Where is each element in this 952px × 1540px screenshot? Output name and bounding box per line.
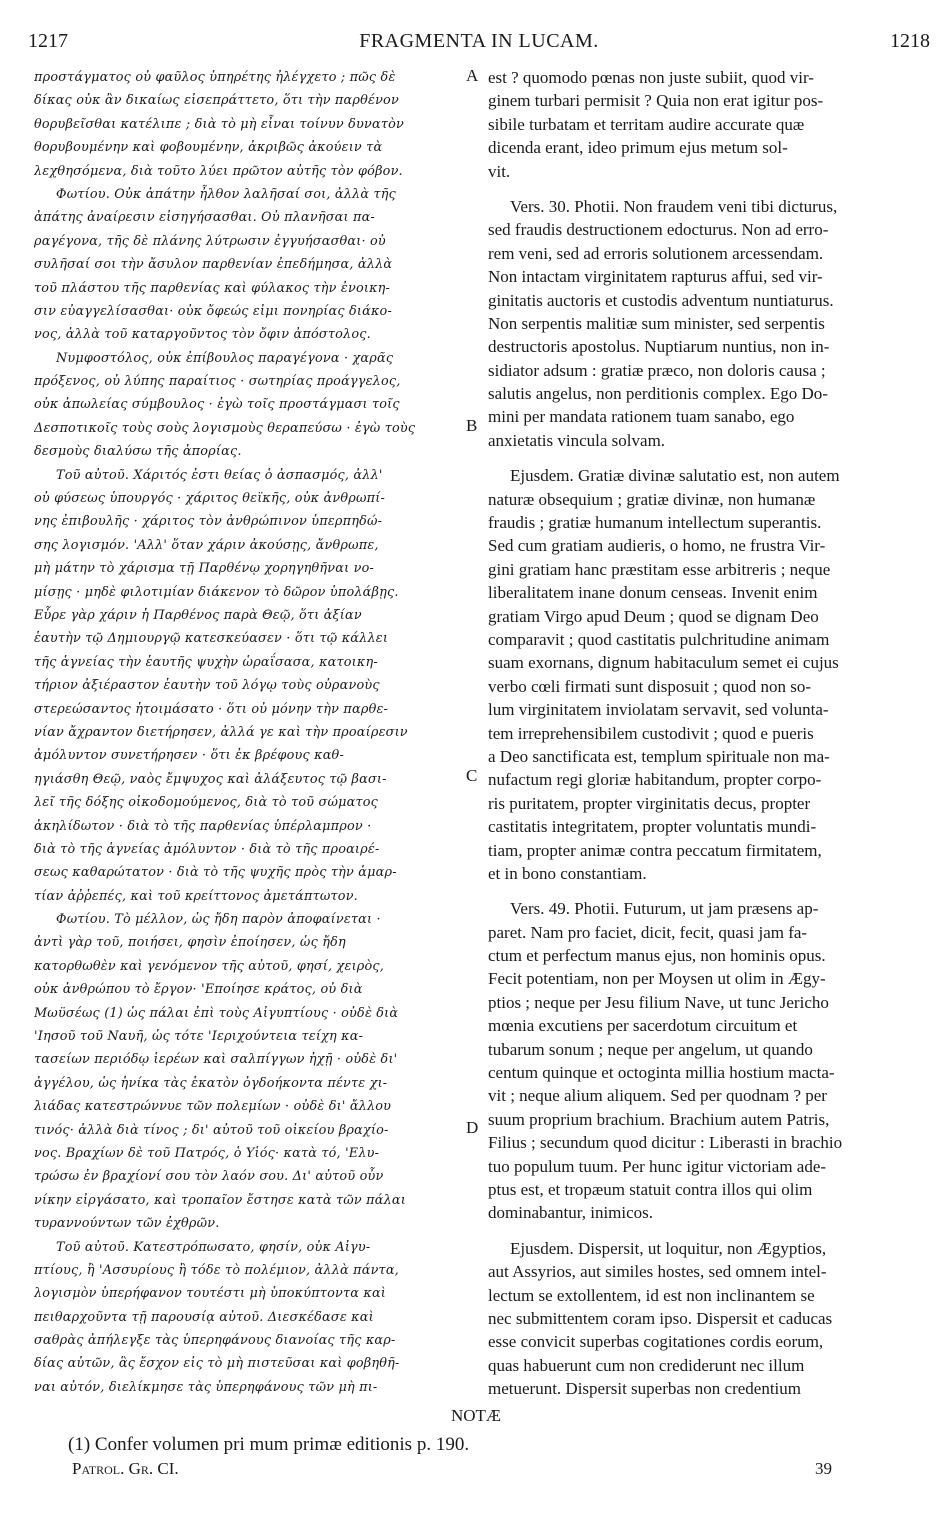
page-number-left: 1217 — [28, 30, 68, 52]
latin-line: naturæ obsequium ; gratiæ divinæ, non humanæ — [488, 489, 816, 509]
latin-line: destructoris apostolus. Nuptiarum nuntius, non in- — [488, 337, 830, 357]
page-number-right: 1218 — [890, 30, 930, 52]
greek-line: νος. Βραχίων δὲ τοῦ Πατρός, ὁ Υἱός· κατὰ τό, 'Ελυ- — [34, 1145, 380, 1161]
latin-line: tem irreprehensibilem custodivit ; quod e pueris — [488, 723, 814, 743]
greek-line: διὰ τὸ τῆς ἁγνείας ἀμόλυντον · διὰ τὸ τῆς προαιρέ- — [34, 841, 380, 857]
greek-line: σιν εὐαγγελίσασθαι· οὐκ ὄφεώς εἰμι πονηρίας διάκο- — [34, 303, 392, 319]
greek-line: δεσμοὺς διαλύσω τῆς ἀπορίας. — [34, 444, 242, 460]
greek-line: τυραννούντων τῶν ἐχθρῶν. — [34, 1216, 220, 1232]
latin-line: sidiator adsum : gratiæ præco, non doloris causa ; — [488, 360, 826, 380]
greek-line: νης ἐπιβουλῆς · χάριτος τὸν ἀνθρώπινον ὑπερπηδώ- — [34, 514, 383, 530]
greek-line: νίκην εἰργάσατο, καὶ τροπαῖον ἔστησε κατὰ τῶν πάλαι — [34, 1192, 406, 1208]
latin-line: vit ; neque alium aliquem. Sed per quodnam ? per — [488, 1086, 827, 1106]
sheet-number: 39 — [815, 1459, 832, 1478]
greek-column — [34, 66, 462, 1399]
latin-line: ptios ; neque per Jesu filium Nave, ut tunc Jericho — [488, 992, 829, 1012]
greek-line: ἀντὶ γὰρ τοῦ, ποιήσει, φησὶν ἐποίησεν, ὡς ἤδη — [34, 935, 346, 951]
margin-marker-a: A — [466, 66, 479, 85]
notes-heading: NOTÆ — [450, 1406, 502, 1425]
latin-line: tuo populum tuum. Per hunc igitur victoriam ade- — [488, 1156, 827, 1176]
latin-line: comparavit ; quod castitatis pulchritudine animam — [488, 629, 830, 649]
greek-line: κατορθωθὲν καὶ γενόμενον τῆς αὐτοῦ, φησί, χειρὸς, — [34, 958, 385, 974]
latin-line: fraudis ; gratiæ humanum intellectum superantis. — [488, 513, 822, 533]
greek-line: δίας αὐτῶν, ἃς ἔσχον εἰς τὸ μὴ πιστεῦσαι καὶ φοβηθῆ- — [34, 1356, 400, 1372]
greek-line: ναι αὐτόν, διελίκμησε τὰς ὑπερηφάνους τῶν μὴ πι- — [34, 1379, 378, 1395]
latin-line: quas habuerunt cum non crediderunt nec illum — [488, 1355, 805, 1375]
greek-line: ἀκηλίδωτον · διὰ τὸ τῆς παρθενίας ὑπέρλαμπρον · — [34, 818, 372, 834]
latin-line: sibile turbatam et territam audire accurate quæ — [488, 114, 805, 134]
latin-line: lum virginitatem inviolatam servavit, sed volunta- — [488, 700, 829, 720]
greek-line: σεως καθαρώτατον · διὰ τὸ τῆς ψυχῆς πρὸς τὴν ἁμαρ- — [34, 865, 397, 881]
greek-line: ἀπάτης ἀναίρεσιν εἰσηγήσασθαι. Οὐ πλανῆσαι πα- — [34, 210, 375, 226]
greek-line: τίαν ἀῤῥεπές, καὶ τοῦ κρείττονος ἀμετάπτωτον. — [34, 888, 358, 904]
latin-line: anxietatis vincula solvam. — [488, 430, 666, 450]
greek-line: προστάγματος οὐ φαῦλος ὑπηρέτης ἠλέγχετο ; πῶς δὲ — [34, 70, 396, 85]
latin-line: gratiam Virgo apud Deum ; quod se dignam Deo — [488, 606, 819, 626]
greek-line: στερεώσαντος ἡτοιμάσατο · ὅτι οὐ μόνην τὴν παρθε- — [34, 701, 389, 717]
greek-line: λογισμὸν ὑπερήφανον τουτέστι μὴ ὑποκύπτοντα καὶ — [34, 1286, 387, 1302]
latin-line: nec submittentem coram ipso. Dispersit et caducas — [488, 1308, 833, 1328]
greek-line: θορυβεῖσθαι κατέλιπε ; διὰ τὸ μὴ εἶναι τοίνυν δυνατὸν — [34, 116, 404, 132]
latin-line: a Deo sanctificata est, templum spirituale non ma- — [488, 746, 830, 766]
greek-line: οὐκ ἀπωλείας σύμβουλος · ἐγὼ τοῖς προστάγμασι τοῖς — [34, 397, 400, 413]
latin-line: ris puritatem, propter virginitatis decus, propter — [488, 793, 811, 813]
latin-line: Ejusdem. Dispersit, ut loquitur, non Ægyptios, — [510, 1238, 827, 1258]
latin-line: Fecit potentiam, non per Moysen ut olim in Ægy- — [488, 969, 826, 989]
latin-line: dominabantur, inimicos. — [488, 1203, 654, 1223]
greek-line: συλῆσαί σοι τὴν ἄσυλον παρθενίαν ἐπεδήμησα, ἀλλὰ — [34, 257, 393, 273]
latin-line: gini gratiam hanc præstitam esse arbitreris ; neque — [488, 559, 831, 579]
latin-line: dicenda erant, ideo primum ejus metum sol- — [488, 138, 788, 158]
greek-line: θορυβουμένην καὶ φοβουμένην, ἀκριβῶς ἀκούειν τὰ — [34, 140, 383, 156]
latin-line: esse convicit superbas cogitationes cordis eorum, — [488, 1332, 824, 1352]
latin-line: lectum se extollentem, id est non inclinantem se — [488, 1285, 815, 1305]
latin-line: ginitatis auctoris et custodis adventum nuntiaturus. — [488, 290, 834, 310]
latin-line: liberalitatem inane donum censeas. Invenit enim — [488, 583, 818, 603]
latin-line: Vers. 30. Photii. Non fraudem veni tibi dicturus, — [510, 196, 838, 216]
latin-line: ctum et perfectum manus ejus, non hominis opus. — [488, 946, 826, 966]
margin-marker-c: C — [466, 766, 478, 785]
latin-line: metuerunt. Dispersit superbas non credentium — [488, 1379, 802, 1399]
greek-line: νος, ἀλλὰ τοῦ καταργοῦντος τὸν ὄφιν ἀπόστολος. — [34, 327, 371, 343]
greek-line: Φωτίου. Τὸ μέλλον, ὡς ἤδη παρὸν ἀποφαίνεται · — [56, 912, 381, 928]
latin-line: est ? quomodo pœnas non juste subiit, quod vir- — [488, 68, 814, 87]
footnote: (1) Confer volumen pri mum primæ editionis p. 190. — [68, 1434, 470, 1455]
running-title: FRAGMENTA IN LUCAM. — [359, 30, 599, 52]
latin-column — [488, 66, 920, 1400]
greek-line: τοῦ πλάστου τῆς παρθενίας καὶ φύλακος τὴν ἐνοικη- — [34, 280, 391, 296]
margin-marker-b: B — [466, 416, 478, 435]
greek-line: τασείων περιόδῳ ἱερέων καὶ σαλπίγγων ἠχῇ · οὐδὲ δι' — [34, 1052, 398, 1068]
latin-line: tubarum sonum ; neque per angelum, ut quando — [488, 1039, 813, 1059]
latin-line: sed fraudis destructionem edocturus. Non ad erro- — [488, 220, 829, 240]
greek-line: Τοῦ αὐτοῦ. Κατεστρόπωσατο, φησίν, οὐκ Αἰγυ- — [56, 1239, 371, 1255]
latin-line: et in bono constantiam. — [488, 863, 647, 883]
latin-line: tiam, propter animæ contra peccatum firmitatem, — [488, 840, 822, 860]
greek-line: ἑαυτὴν τῷ Δημιουργῷ κατεσκεύασεν · ὅτι τῷ κάλλει — [34, 631, 389, 647]
greek-line: λεχθησόμενα, διὰ τοῦτο λύει πρῶτον αὐτῆς τὸν φόβον. — [34, 163, 403, 179]
greek-line: Δεσποτικοῖς τοὺς σοὺς λογισμοὺς θεραπεύσω · ἐγὼ τοὺς — [34, 420, 416, 436]
latin-line: nufactum regi gloriæ habitandum, propter corpo- — [488, 770, 822, 790]
greek-line: 'Ιησοῦ τοῦ Ναυῆ, ὡς τότε 'Ιεριχούντεια τείχη κα- — [34, 1029, 364, 1045]
latin-line: Vers. 49. Photii. Futurum, ut jam præsens ap- — [510, 899, 819, 919]
latin-line: Non intactam virginitatem rapturus affui, sed vir- — [488, 267, 823, 287]
greek-line: Τοῦ αὐτοῦ. Χάριτός ἐστι θείας ὁ ἀσπασμός, ἀλλ' — [56, 467, 383, 483]
latin-line: aut Assyrios, aut similes hostes, sed omnem intel- — [488, 1262, 827, 1282]
greek-line: Μωϋσέως (1) ὡς πάλαι ἐπὶ τοὺς Αἰγυπτίους · οὐδὲ διὰ — [34, 1005, 399, 1021]
latin-line: Non serpentis malitiæ sum minister, sed serpentis — [488, 313, 825, 333]
latin-line: suam exornans, dignum habitaculum semet ei cujus — [488, 653, 839, 673]
latin-line: centum quinque et octoginta millia hostium macta- — [488, 1063, 835, 1083]
greek-line: οὐκ ἀνθρώπου τὸ ἔργον· 'Εποίησε κράτος, οὐ διὰ — [34, 982, 363, 998]
greek-line: πτίους, ἢ 'Ασσυρίους ἢ τόδε τὸ πολέμιον, ἀλλὰ πάντα, — [34, 1262, 399, 1278]
greek-line: νίαν ἄχραντον διετήρησεν, ἀλλά γε καὶ τὴν προαίρεσιν — [34, 724, 408, 740]
greek-line: Νυμφοστόλος, οὐκ ἐπίβουλος παραγέγονα · χαρᾶς — [56, 350, 394, 366]
latin-line: Ejusdem. Gratiæ divinæ salutatio est, non autem — [510, 466, 840, 486]
greek-line: ραγέγονα, τῆς δὲ πλάνης λύτρωσιν ἐγγυήσασθαι· οὐ — [34, 233, 386, 249]
latin-line: suum proprium brachium. Brachium autem Patris, — [488, 1109, 830, 1129]
greek-line: μίσῃς · μηδὲ φιλοτιμίαν διάκενον τὸ δῶρον ὑπολάβῃς. — [34, 584, 399, 600]
latin-line: paret. Nam pro faciet, dicit, fecit, quasi jam fa- — [488, 922, 808, 942]
greek-line: Φωτίου. Οὐκ ἀπάτην ἦλθον λαλῆσαί σοι, ἀλλὰ τῆς — [56, 186, 396, 202]
greek-line: μὴ μάτην τὸ χάρισμα τῇ Παρθένῳ χορηγηθῆναι νο- — [34, 561, 374, 577]
greek-line: οὐ φύσεως ὑπουργός · χάριτος θεϊκῆς, οὐκ ἀνθρωπί- — [34, 491, 385, 507]
latin-line: rem veni, sed ad erroris solutionem arcessendam. — [488, 243, 824, 263]
greek-line: πρόξενος, οὐ λύπης παραίτιος · σωτηρίας προάγγελος, — [34, 374, 401, 390]
greek-line: τινός· ἀλλὰ διὰ τίνος ; δι' αὐτοῦ τοῦ οἰκείου βραχίο- — [34, 1122, 389, 1138]
greek-line: τῆς ἁγνείας τὴν ἑαυτῆς ψυχὴν ὡραΐσασα, κατοικη- — [34, 654, 378, 670]
latin-line: ginem turbari permisit ? Quia non erat igitur pos- — [488, 91, 824, 111]
latin-line: vit. — [488, 161, 511, 181]
running-header — [28, 30, 930, 56]
greek-line: λεῖ τῆς δόξης οἰκοδομούμενος, διὰ τὸ τοῦ σώματος — [34, 795, 378, 811]
latin-line: mœnia excutiens per sacerdotum circuitum et — [488, 1016, 798, 1036]
patrol-signature: Patrol. Gr. CI. — [72, 1459, 179, 1478]
latin-line: Filius ; secundum quod dicitur : Liberasti in brachio — [488, 1133, 843, 1153]
greek-line: λιάδας κατεστρώννυε τῶν πολεμίων · οὐδὲ δι' ἄλλου — [34, 1099, 392, 1115]
latin-line: ptus est, et tropæum statuit contra illos qui olim — [488, 1179, 813, 1199]
margin-marker-d: D — [466, 1118, 479, 1137]
greek-line: τρώσω ἐν βραχίονί σου τὸν λαόν σου. Δι' αὐτοῦ οὖν — [34, 1169, 384, 1185]
greek-line: σαθρὰς ἀπήλεγξε τὰς ὑπερηφάνους διανοίας τῆς καρ- — [34, 1333, 396, 1349]
greek-line: σης λογισμόν. 'Αλλ' ὅταν χάριν ἀκούσῃς, ἄνθρωπε, — [34, 537, 379, 553]
latin-line: verbo cœli firmati sunt disposuit ; quod non so- — [488, 676, 811, 696]
greek-line: δίκας οὐκ ἂν δικαίως εἰσεπράττετο, ὅτι τὴν παρθένον — [34, 93, 399, 109]
latin-line: castitatis integritatem, propter voluntatis mundi- — [488, 817, 817, 837]
greek-line: ηγιάσθη Θεῷ, ναὸς ἔμψυχος καὶ ἀλάξευτος τῷ βασι- — [34, 771, 387, 787]
greek-line: ἀγγέλου, ὡς ἡνίκα τὰς ἑκατὸν ὀγδοήκοντα πέντε χι- — [34, 1075, 388, 1091]
latin-line: Sed cum gratiam audieris, o homo, ne frustra Vir- — [488, 536, 826, 556]
greek-line: τήριον ἀξιέραστον ἑαυτὴν τοῦ λόγῳ τοὺς οὐρανοὺς — [34, 678, 380, 694]
greek-line: ἀμόλυντον συνετήρησεν · ὅτι ἐκ βρέφους καθ- — [34, 748, 344, 764]
latin-line: mini per mandata rationem tuam sanabo, ego — [488, 407, 795, 427]
latin-line: salutis angelus, non perditionis complex. Ego Do- — [488, 384, 828, 404]
greek-line: Εὗρε γὰρ χάριν ἡ Παρθένος παρὰ Θεῷ, ὅτι ἀξίαν — [34, 607, 362, 623]
greek-line: πειθαρχοῦντα τῇ παρουσίᾳ αὐτοῦ. Διεσκέδασε καὶ — [34, 1309, 374, 1325]
